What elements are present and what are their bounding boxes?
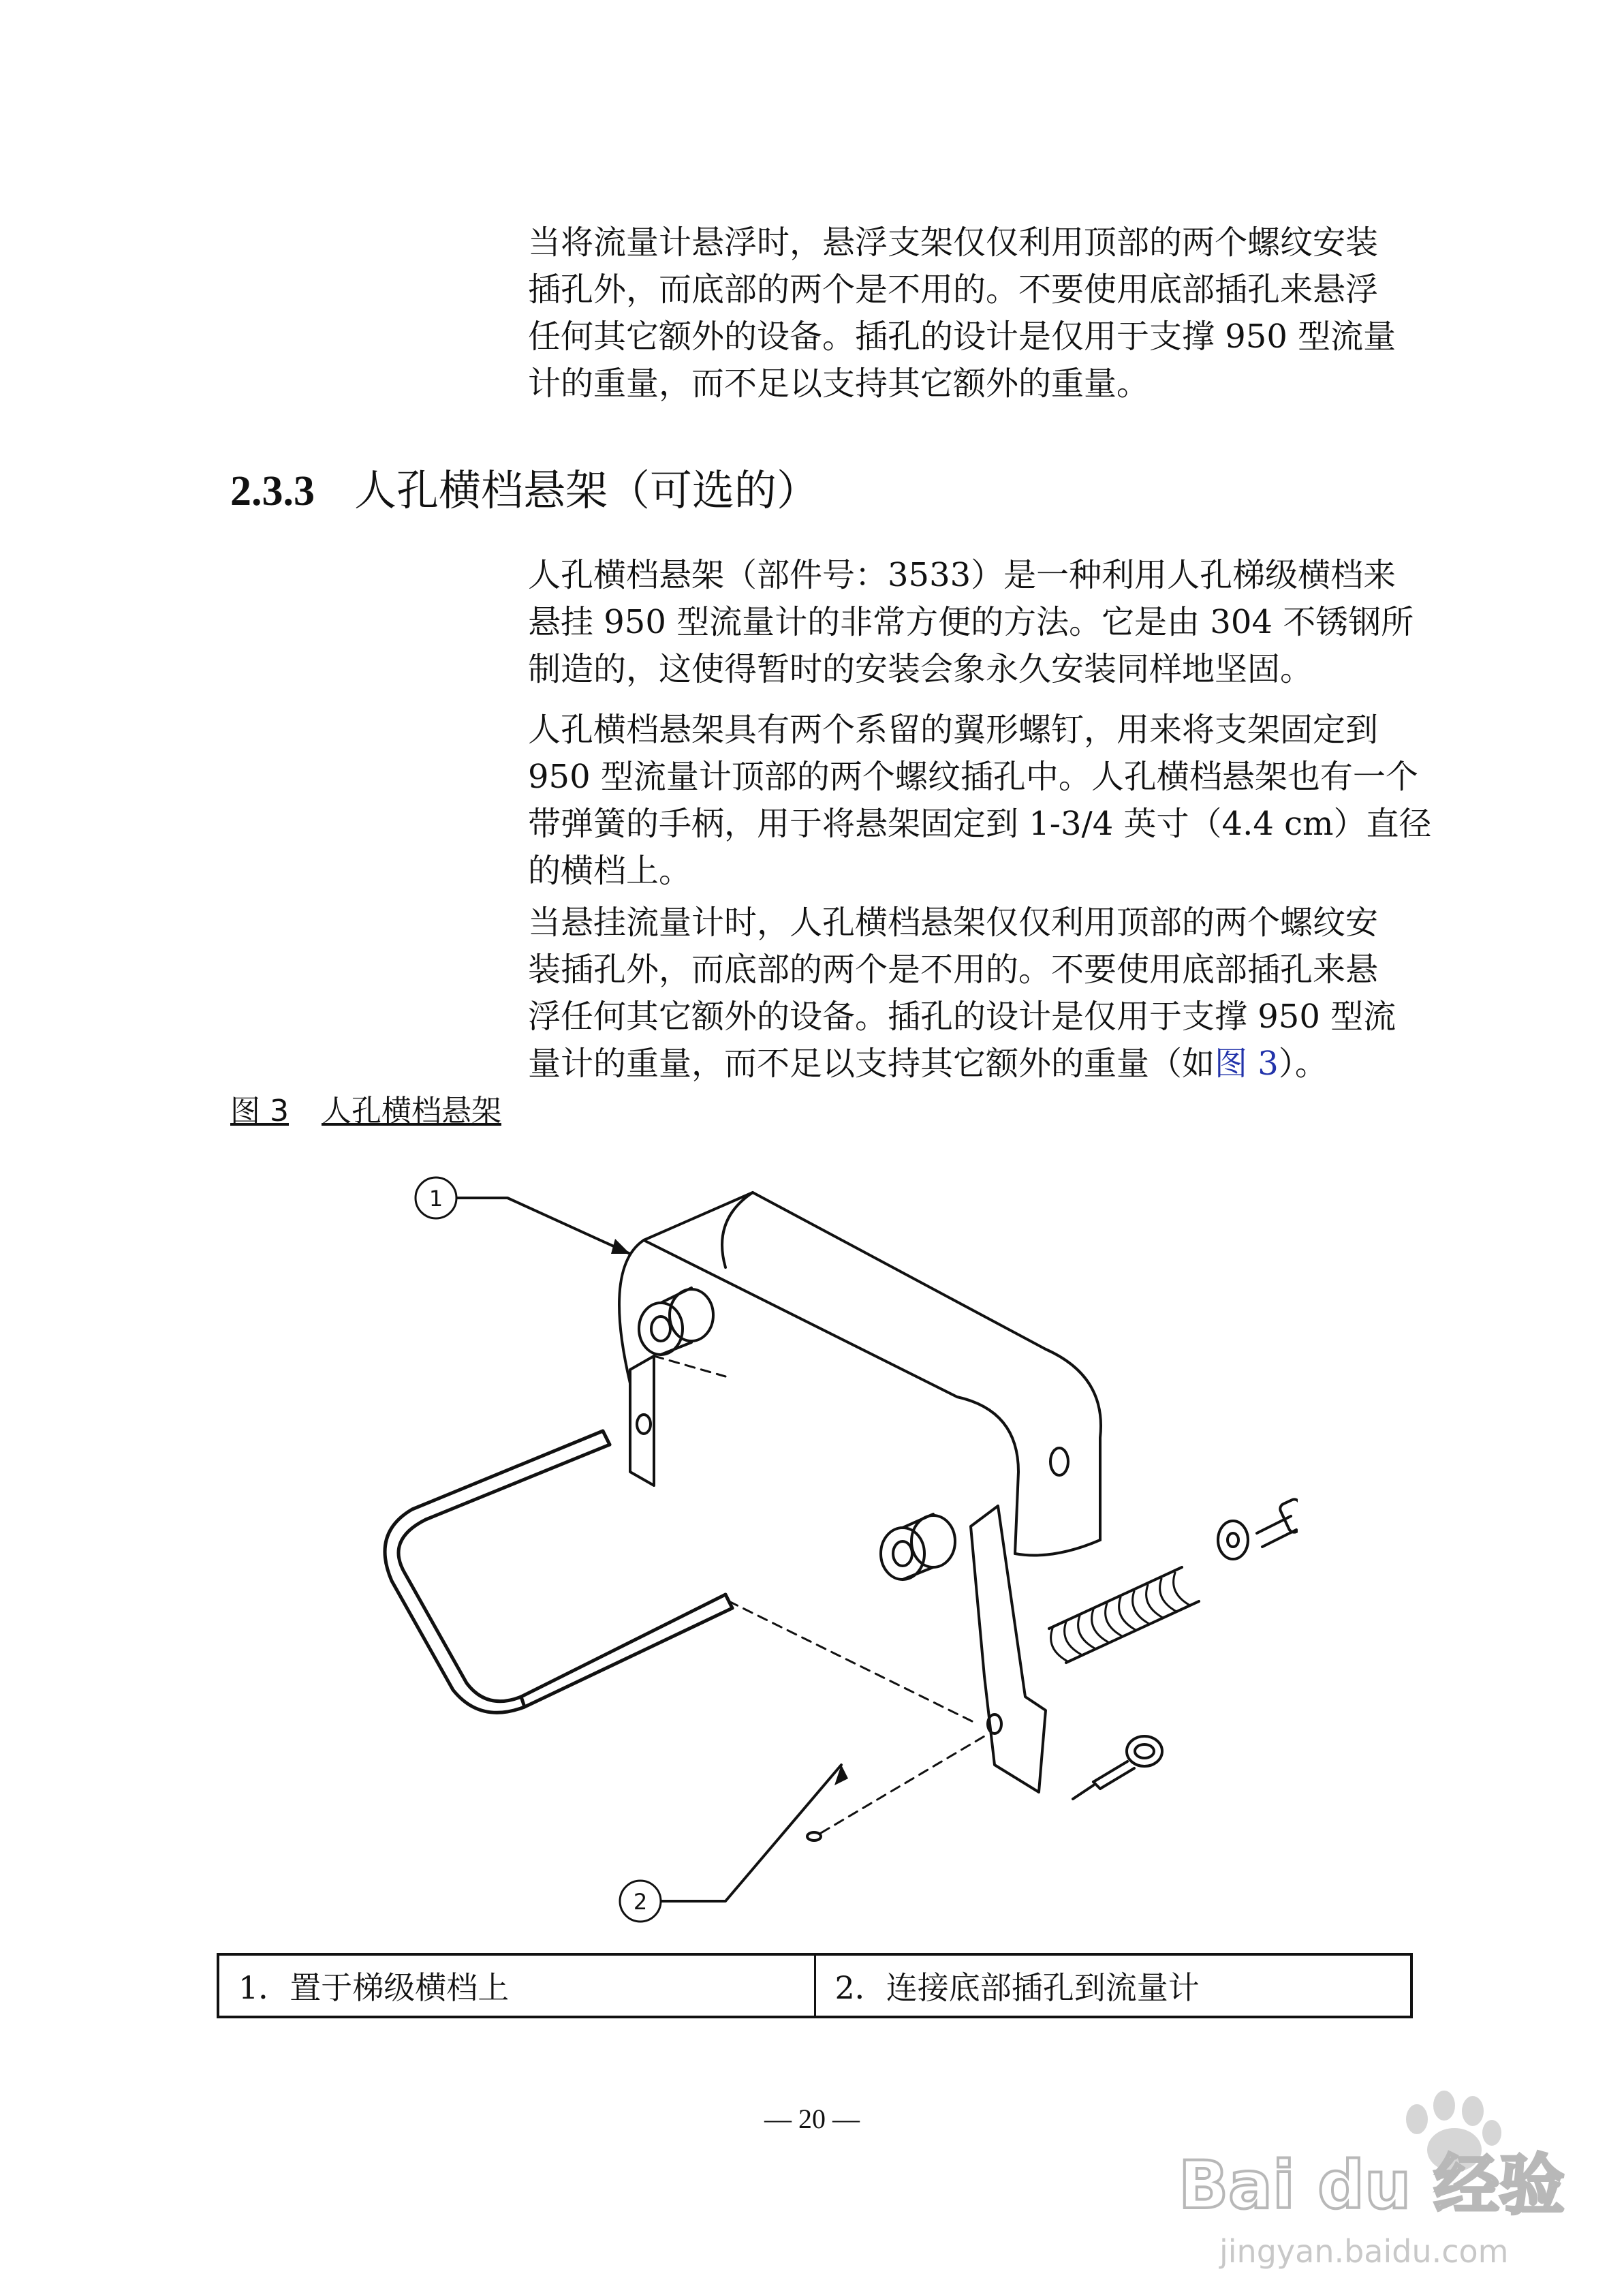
paragraph-2 (528, 552, 1414, 693)
figure-title: 人孔横档悬架 (321, 1094, 501, 1128)
text-line: 950 型流量计顶部的两个螺纹插孔中。人孔横档悬架也有一个 (528, 758, 1418, 796)
washer-and-screw (1218, 1498, 1298, 1559)
text-line (528, 1041, 1400, 1088)
hanger-illustration (344, 1152, 1298, 1935)
text-line: 任何其它额外的设备。插孔的设计是仅用于支撑 950 型流量 (528, 318, 1396, 356)
text-line: 插孔外，而底部的两个是不用的。不要使用底部插孔来悬浮 (528, 271, 1379, 309)
legend-cell-2: 2．连接底部插孔到流量计 (814, 1956, 1411, 2016)
text-line: 的横档上。 (528, 852, 692, 890)
text-line: 计的重量，而不足以支持其它额外的重量。 (528, 365, 1150, 403)
paragraph-4 (528, 899, 1400, 1088)
leader-lines (456, 1198, 841, 1901)
paragraph-3 (528, 707, 1432, 895)
figure-reference-link[interactable]: 图 3 (1215, 1045, 1279, 1083)
text-line: 制造的，这使得暂时的安装会象永久安装同样地坚固。 (528, 650, 1313, 688)
section-title: 人孔横档悬架（可选的） (354, 465, 819, 515)
text-line: 装插孔外，而底部的两个是不用的。不要使用底部插孔来悬 (528, 951, 1379, 989)
left-bracket (630, 1288, 713, 1485)
figure-legend-table (217, 1953, 1413, 2018)
text-line: 悬挂 950 型流量计的非常方便的方法。它是由 304 不锈钢所 (528, 603, 1414, 641)
u-handle (385, 1431, 732, 1712)
callout-1-label: 1 (428, 1186, 443, 1212)
spring (1049, 1567, 1199, 1663)
figure-caption (230, 1086, 501, 1130)
text-line: 带弹簧的手柄，用于将悬架固定到 1-3/4 英寸（4.4 cm）直径 (528, 805, 1432, 843)
small-washer (807, 1832, 821, 1840)
text-fragment: ）。 (1278, 1045, 1328, 1083)
text-line: 当将流量计悬浮时，悬浮支架仅仅利用顶部的两个螺纹安装 (528, 224, 1379, 262)
text-line: 人孔横档悬架（部件号：3533）是一种利用人孔梯级横档来 (528, 556, 1396, 594)
text-line: 浮任何其它额外的设备。插孔的设计是仅用于支撑 950 型流 (528, 998, 1396, 1036)
text-line: 人孔横档悬架具有两个系留的翼形螺钉，用来将支架固定到 (528, 711, 1379, 749)
figure-number: 图 3 (230, 1094, 289, 1128)
text-fragment: 量计的重量，而不足以支持其它额外的重量（如 (528, 1045, 1215, 1083)
callout-2 (620, 1881, 661, 1922)
callout-1 (416, 1177, 456, 1218)
section-number: 2.3.3 (230, 468, 315, 514)
legend-cell-1: 1．置于梯级横档上 (238, 1969, 510, 2006)
watermark-url: jingyan.baidu.com (1219, 2233, 1509, 2270)
paragraph-1 (528, 219, 1400, 407)
section-heading (230, 457, 819, 517)
page-number: — 20 — (764, 2104, 860, 2134)
thumb-screw (1073, 1736, 1162, 1799)
text-line: 当悬挂流量计时，人孔横档悬架仅仅利用顶部的两个螺纹安 (528, 904, 1379, 942)
cylinder-cover (619, 1192, 1101, 1556)
callout-2-label: 2 (633, 1889, 648, 1915)
baidu-jingyan-watermark (1158, 2058, 1608, 2283)
watermark-brand: Bai du 经验 (1178, 2147, 1565, 2223)
